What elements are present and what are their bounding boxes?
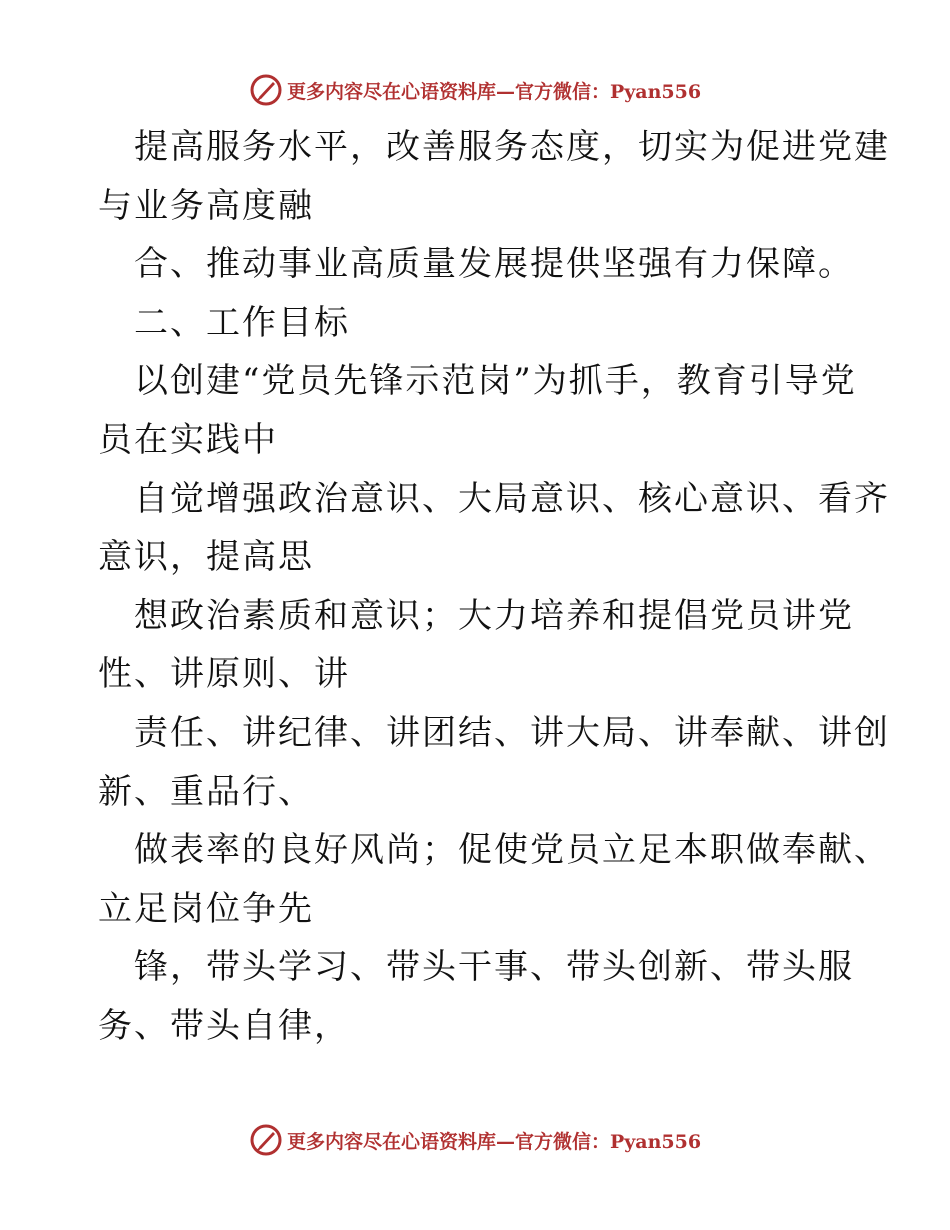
text-line: 立足岗位争先 [98,888,314,929]
text-line: 员在实践中 [98,419,278,460]
header-watermark [0,70,950,110]
text-line: 责任、讲纪律、讲团结、讲大局、讲奉献、讲创 [134,712,890,753]
watermark-text: 更多内容尽在心语资料库—官方微信：Pyan556 [286,80,702,103]
text-line: 与业务高度融 [98,185,314,226]
quill-logo-icon [249,73,283,107]
text-line: 意识，提高思 [98,537,314,578]
quill-logo-icon [249,1123,283,1157]
text-line: 锋，带头学习、带头干事、带头创新、带头服 [134,947,854,988]
text-line: 想政治素质和意识；大力培养和提倡党员讲党 [134,595,854,636]
text-line: 自觉增强政治意识、大局意识、核心意识、看齐 [134,478,890,519]
watermark-text: 更多内容尽在心语资料库—官方微信：Pyan556 [286,1130,702,1153]
text-line: 新、重品行、 [98,771,314,812]
text-line: 二、工作目标 [134,302,350,343]
text-line: 提高服务水平，改善服务态度，切实为促进党建 [134,127,890,167]
text-line: 以创建“党员先锋示范岗”为抓手，教育引导党 [134,361,857,402]
text-line: 做表率的良好风尚；促使党员立足本职做奉献、 [134,830,890,871]
text-line: 务、带头自律， [98,1005,350,1046]
text-line: 性、讲原则、讲 [98,654,350,695]
document-body [98,118,890,1056]
text-line: 合、推动事业高质量发展提供坚强有力保障。 [134,244,854,285]
footer-watermark [0,1120,950,1160]
